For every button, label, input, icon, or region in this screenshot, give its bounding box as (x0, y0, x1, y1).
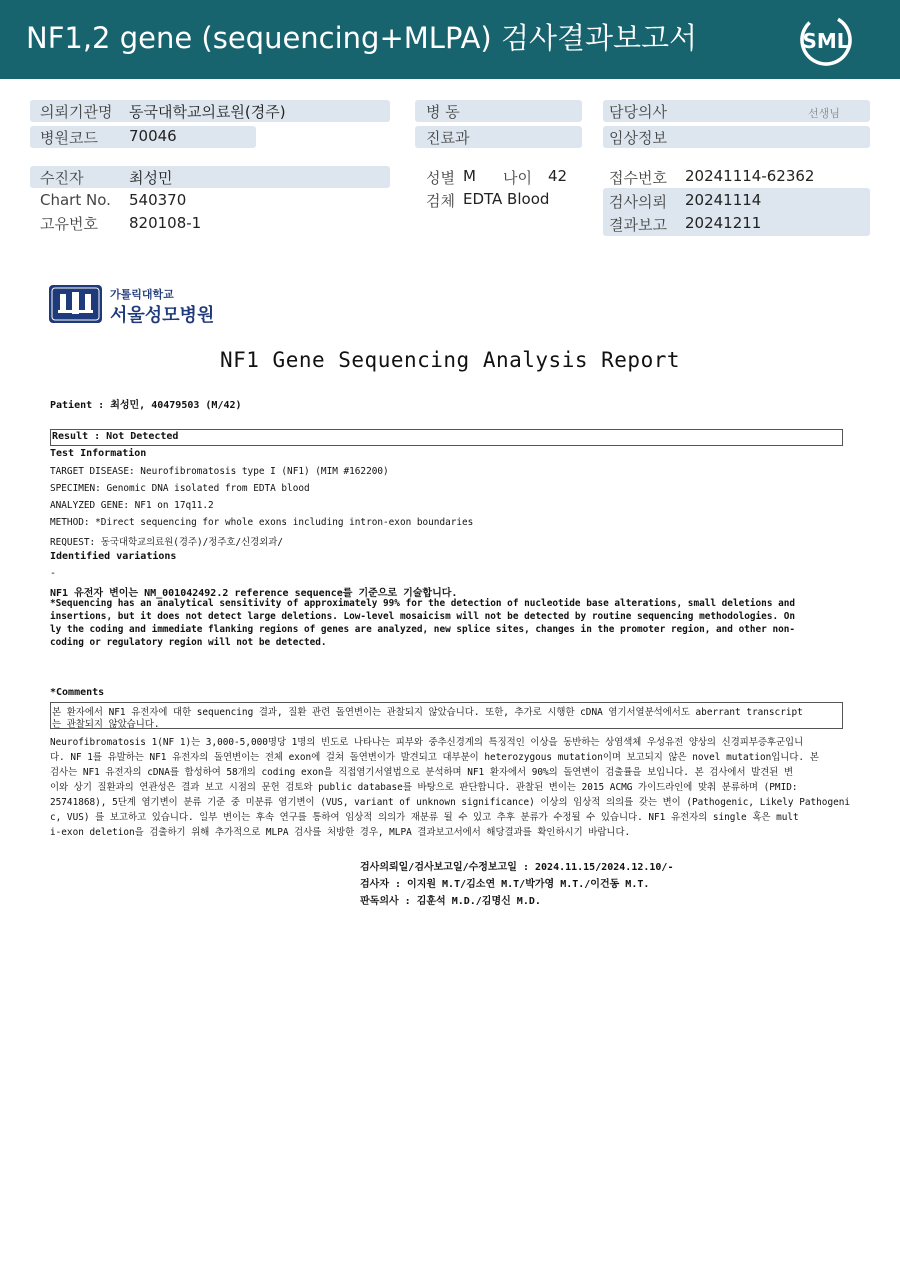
result-line: Result : Not Detected (52, 431, 179, 442)
testers-line: 검사자 : 이지원 M.T/김소연 M.T/박가영 M.T./이건동 M.T. (360, 879, 650, 890)
logo-text: SML (802, 29, 850, 53)
age-value: 42 (548, 167, 568, 185)
comment-box-line-2: 는 관찰되지 않았습니다. (52, 719, 160, 730)
request-label: 검사의뢰 (609, 193, 667, 211)
institution-label: 의뢰기관명 (40, 103, 113, 121)
specimen-value: EDTA Blood (463, 190, 550, 208)
department-label: 진료과 (426, 129, 470, 147)
hospital-code-value: 70046 (129, 127, 177, 145)
patient-line: Patient : 최성민, 40479503 (M/42) (50, 400, 242, 411)
sex-label: 성별 (426, 169, 455, 187)
comments-heading: *Comments (50, 687, 105, 698)
sensitivity-line-1: *Sequencing has an analytical sensitivity of approximately 99% for the detection of nucleotide base alterations, small deletions and (50, 598, 796, 609)
dates-line: 검사의뢰일/검사보고일/수정보고일 : 2024.11.15/2024.12.10/- (360, 862, 674, 873)
ward-label: 병 동 (426, 103, 460, 121)
sex-value: M (463, 167, 476, 185)
patient-value: 최성민 (129, 169, 173, 187)
report-title: NF1 Gene Sequencing Analysis Report (219, 348, 680, 372)
sensitivity-line-3: ly the coding and immediate flanking regions of genes are analyzed, new splice sites, changes in the promoter region, and other non- (50, 624, 796, 635)
target-disease: TARGET DISEASE: Neurofibromatosis type I (NF1) (MIM #162200) (50, 466, 389, 477)
sensitivity-line-2: insertions, but it does not detect large deletions. Low-level mosaicism will not be detected by routine sequencing methodologies. On (50, 611, 796, 622)
result-date-value: 20241211 (685, 214, 762, 232)
specimen-line: SPECIMEN: Genomic DNA isolated from EDTA blood (50, 483, 310, 494)
method-line: METHOD: *Direct sequencing for whole exons including intron-exon boundaries (50, 517, 474, 528)
patient-label: 수진자 (40, 169, 84, 187)
readers-line: 판독의사 : 김훈석 M.D./김명신 M.D. (360, 896, 541, 907)
chart-label: Chart No. (40, 191, 111, 209)
comment-line-4: 이와 상기 질환과의 연관성은 결과 보고 시점의 문헌 검토와 public database를 바탕으로 판단합니다. 관찰된 변이는 2015 ACMG 가이드라인에 맞춰 분류하며 (PMID: (50, 782, 798, 793)
specimen-label: 검체 (426, 192, 455, 210)
comment-line-3: 검사는 NF1 유전자의 cDNA를 합성하여 58개의 coding exon을 직접염기서열법으로 분석하며 NF1 환자에서 90%의 돌연변이 검출률을 보입니다. 본 검사에서 발견된 변 (50, 767, 794, 778)
header-bar (0, 0, 900, 79)
request-value: 20241114 (685, 191, 762, 209)
doctor-suffix: 선생님 (808, 107, 840, 120)
hospital-code-label: 병원코드 (40, 129, 98, 147)
hospital-logo-icon (48, 284, 103, 324)
receipt-value: 20241114-62362 (685, 167, 815, 185)
comment-line-2: 다. NF 1를 유발하는 NF1 유전자의 돌연변이는 전체 exon에 걸쳐 돌연변이가 발견되고 대부분이 heterozygous mutation이며 보고되지 않은 novel mutation입니다. 본 (50, 752, 819, 763)
patient-row (30, 166, 390, 188)
comment-line-6: c, VUS) 를 보고하고 있습니다. 일부 변이는 후속 연구를 통하여 임상적 의의가 재분류 될 수 있고 추후 분류가 수정될 수 있습니다. NF1 유전자의 single 혹은 mult (50, 812, 799, 823)
sml-logo-icon (796, 12, 856, 68)
identified-dash: - (50, 568, 57, 579)
result-date-label: 결과보고 (609, 216, 667, 234)
unique-value: 820108-1 (129, 214, 202, 232)
doctor-label: 담당의사 (609, 103, 667, 121)
reference-note: NF1 유전자 변이는 NM_001042492.2 reference sequence를 기준으로 기술합니다. (50, 588, 458, 599)
comment-line-7: i-exon deletion을 검출하기 위해 추가적으로 MLPA 검사를 처방한 경우, MLPA 결과보고서에서 해당결과를 확인하시기 바랍니다. (50, 827, 631, 838)
page-title: NF1,2 gene (sequencing+MLPA) 검사결과보고서 (26, 21, 698, 55)
chart-value: 540370 (129, 191, 187, 209)
clinical-label: 임상정보 (609, 129, 667, 147)
receipt-label: 접수번호 (609, 169, 667, 187)
unique-label: 고유번호 (40, 215, 98, 233)
analyzed-gene: ANALYZED GENE: NF1 on 17q11.2 (50, 500, 214, 511)
identified-heading: Identified variations (50, 551, 177, 562)
sensitivity-line-4: coding or regulatory region will not be detected. (50, 637, 327, 648)
test-info-heading: Test Information (50, 448, 147, 459)
age-label: 나이 (503, 169, 532, 187)
comment-line-1: Neurofibromatosis 1(NF 1)는 3,000-5,000명당 1명의 빈도로 나타나는 피부와 중추신경계의 특징적인 이상을 동반하는 상염색체 우성유전 양상의 신경피부증후군입니 (50, 737, 804, 748)
hospital-name: 서울성모병원 (110, 305, 215, 326)
comment-line-5: 25741868), 5단계 염기변이 분류 기준 중 미분류 염기변이 (VUS, variant of unknown significance) 이상의 임상적 의의를 갖는 변이 (Pathogenic, Likely Pathogeni (50, 797, 851, 808)
request-line: REQUEST: 동국대학교의료원(경주)/정주호/신경외과/ (50, 537, 283, 548)
comment-box-line-1: 본 환자에서 NF1 유전자에 대한 sequencing 결과, 질환 관련 돌연변이는 관찰되지 않았습니다. 또한, 추가로 시행한 cDNA 염기서열분석에서도 aberrant transcript (52, 707, 803, 718)
hospital-subname: 가톨릭대학교 (110, 288, 174, 301)
institution-value: 동국대학교의료원(경주) (129, 103, 286, 121)
